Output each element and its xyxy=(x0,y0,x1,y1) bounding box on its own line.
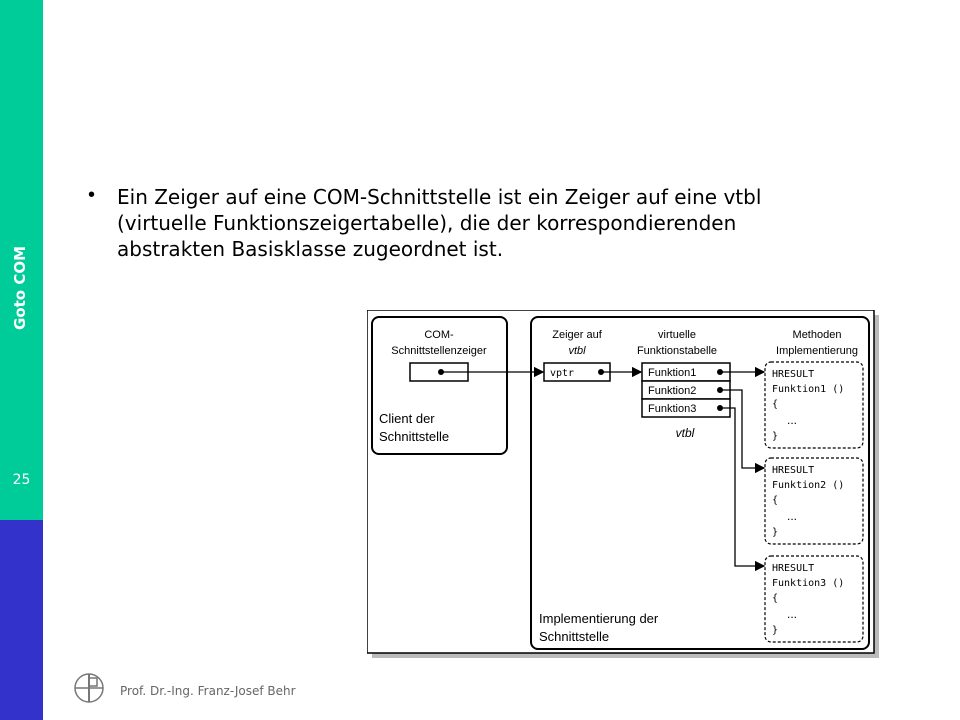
com-pointer-label: COM- xyxy=(424,329,454,341)
com-pointer-label-2: Schnittstellenzeiger xyxy=(391,345,487,357)
implementation-label-2: Schnittstelle xyxy=(539,629,610,644)
com-interface-diagram xyxy=(367,310,879,658)
bullet-icon: • xyxy=(88,184,96,206)
methoden-label-2: Implementierung xyxy=(776,345,858,357)
zeiger-label: Zeiger auf xyxy=(552,329,602,341)
implementation-label: Implementierung der xyxy=(539,611,659,626)
code-line: HRESULT xyxy=(772,563,815,574)
vtbl-function-3: Funktion3 xyxy=(648,403,697,415)
code-line: Funktion2 () xyxy=(772,480,845,491)
code-line: ... xyxy=(787,607,798,621)
slide-number: 25 xyxy=(12,472,31,488)
code-line: HRESULT xyxy=(772,465,815,476)
vtbl-caption: vtbl xyxy=(675,426,695,440)
code-line: Funktion3 () xyxy=(772,578,845,589)
code-line: HRESULT xyxy=(772,369,815,380)
sidebar-title: Goto COM xyxy=(11,245,29,330)
client-label: Client der xyxy=(379,411,435,426)
code-line: } xyxy=(772,527,779,538)
code-line: ... xyxy=(787,413,798,427)
university-logo-icon xyxy=(73,672,105,704)
code-line: { xyxy=(772,495,779,506)
code-line: { xyxy=(772,593,779,604)
sidebar-blue xyxy=(0,520,43,720)
methoden-label: Methoden xyxy=(792,329,842,341)
virtuelle-label-2: Funktionstabelle xyxy=(636,345,718,357)
vtbl-function-2: Funktion2 xyxy=(648,385,697,397)
code-line: } xyxy=(772,431,779,442)
vtbl-function-1: Funktion1 xyxy=(648,367,697,379)
bullet-text: Ein Zeiger auf eine COM-Schnittstelle ist ein Zeiger auf eine vtbl (virtuelle Funktionszeigertabelle), die der korrespondierenden abstrakten Basisklasse zugeordnet ist. xyxy=(117,185,762,261)
vptr-label: vptr xyxy=(550,368,575,379)
footer-author: Prof. Dr.-Ing. Franz-Josef Behr xyxy=(120,684,296,698)
code-line: Funktion1 () xyxy=(772,384,845,395)
client-label-2: Schnittstelle xyxy=(379,429,450,444)
code-line: ... xyxy=(787,509,798,523)
code-line: { xyxy=(772,399,779,410)
virtuelle-label: virtuelle xyxy=(658,329,696,341)
zeiger-label-2: vtbl xyxy=(568,345,586,357)
code-line: } xyxy=(772,625,779,636)
